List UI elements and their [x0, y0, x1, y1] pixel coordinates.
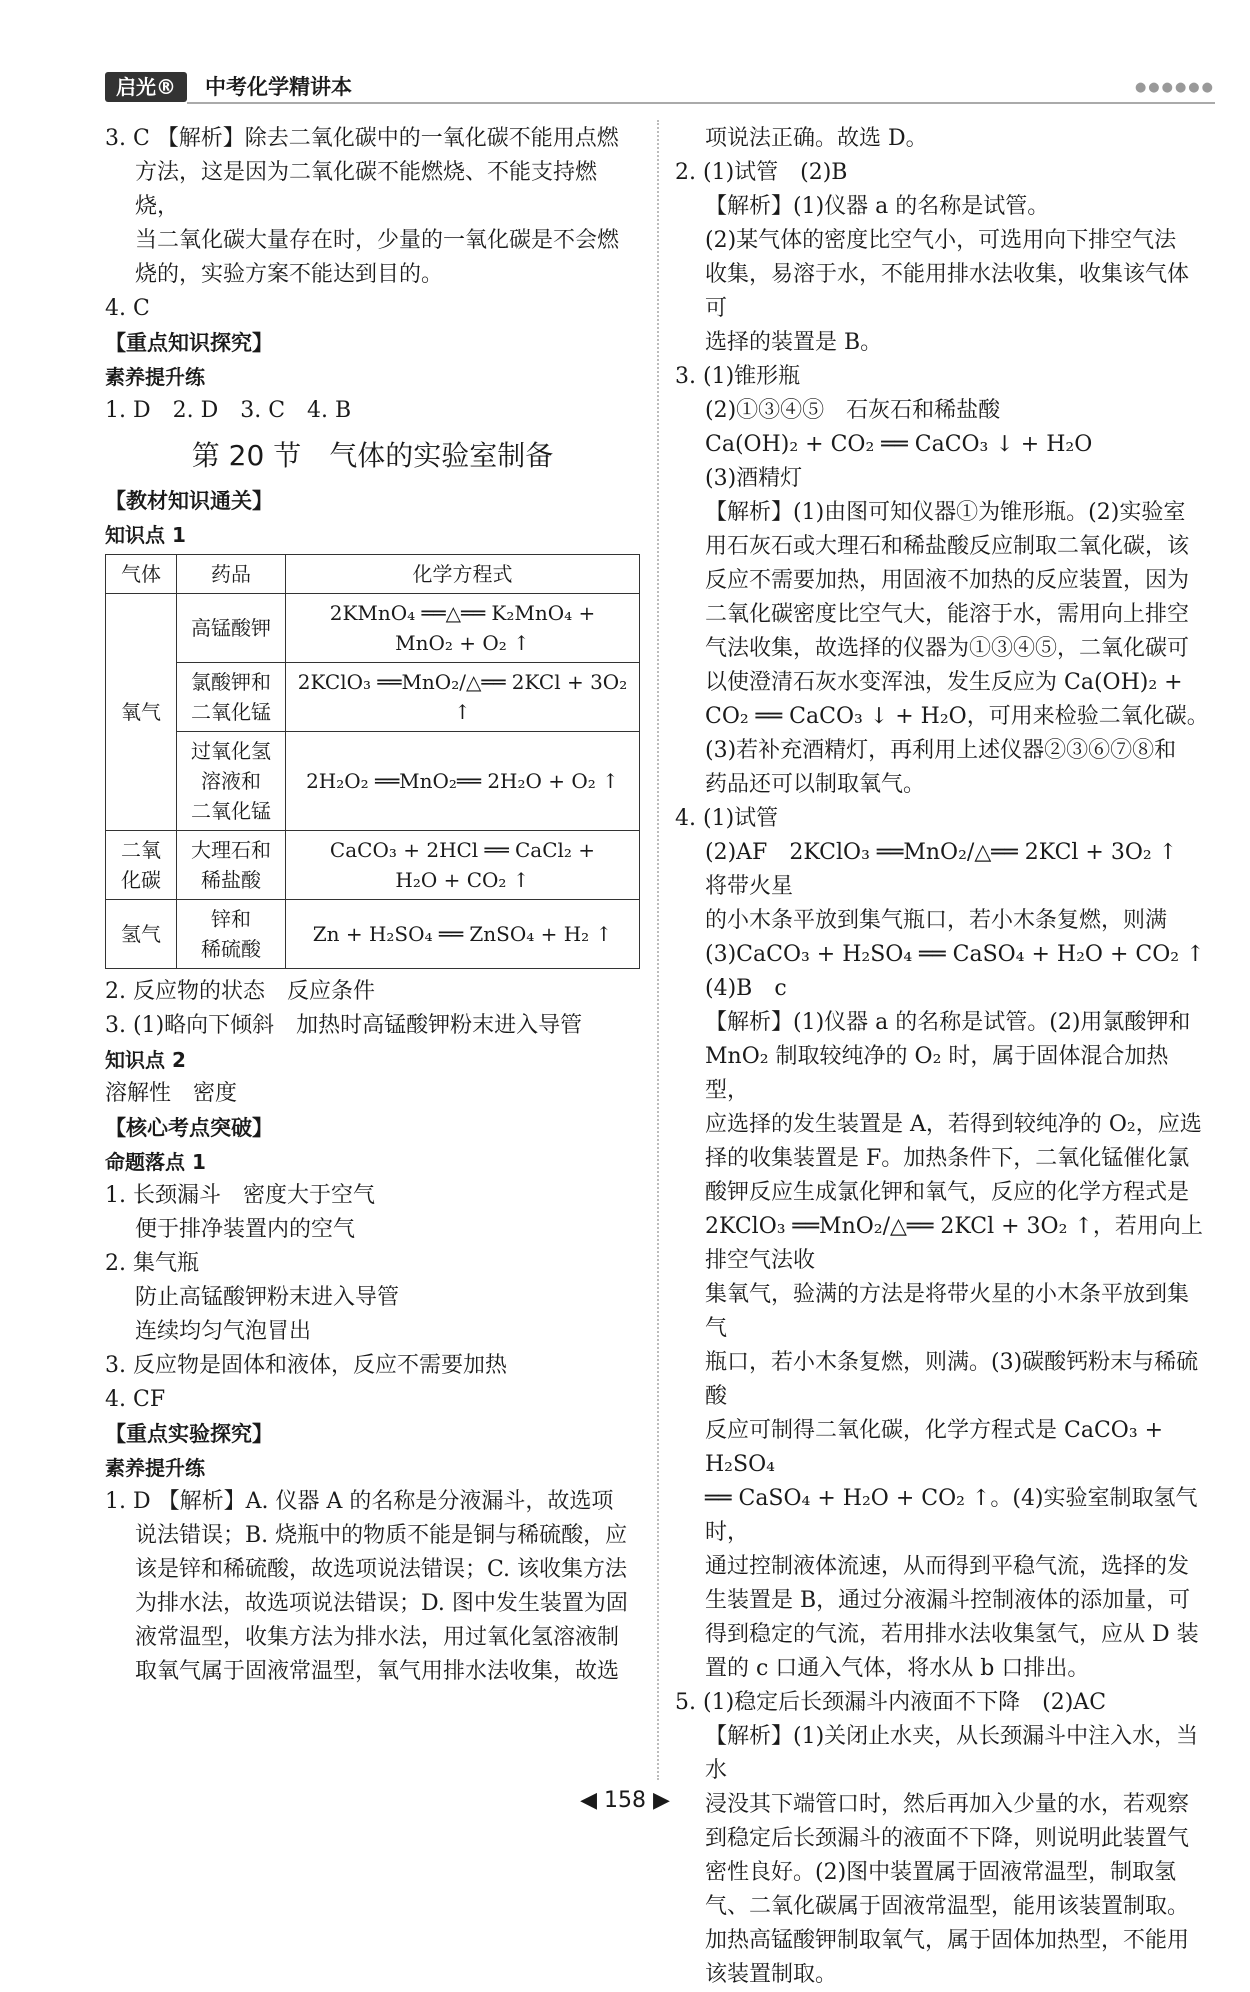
table-cell-drug — [177, 663, 286, 732]
answer-text: (3)酒精灯 — [705, 466, 803, 491]
answer-text: (4)B c — [705, 976, 787, 1001]
section-heading: 【核心考点突破】 — [105, 1116, 273, 1140]
answer-text: 瓶口，若小木条复燃，则满。(3)碳酸钙粉末与稀硫酸 — [705, 1350, 1199, 1409]
answer-text: 反应不需要加热，用固液不加热的反应装置，因为 — [705, 568, 1190, 593]
page-header — [105, 72, 1215, 104]
answer-text: 该是锌和稀硫酸，故选项说法错误；C. 该收集方法 — [135, 1557, 628, 1582]
section-heading: 【重点实验探究】 — [105, 1422, 273, 1446]
subsection-heading: 命题落点 1 — [105, 1150, 206, 1174]
answer-text: 【解析】(1)由图可知仪器①为锥形瓶。(2)实验室 — [705, 500, 1186, 525]
table-cell-gas — [106, 831, 177, 900]
subsection-heading: 知识点 1 — [105, 523, 186, 547]
equation-text: 2KMnO₄ ══△══ K₂MnO₄ + — [329, 601, 596, 625]
drug-text: 稀盐酸 — [201, 868, 261, 892]
table-cell-drug — [177, 732, 286, 831]
equation-text: MnO₂ + O₂ ↑ — [395, 631, 530, 655]
answer-text: 以使澄清石灰水变浑浊，发生反应为 Ca(OH)₂ + — [705, 670, 1183, 695]
answer-text: 择的收集装置是 F。加热条件下，二氧化锰催化氯 — [705, 1146, 1190, 1171]
answer-text: 【解析】(1)仪器 a 的名称是试管。(2)用氯酸钾和 — [705, 1010, 1191, 1035]
answer-text: 为排水法，故选项说法错误；D. 图中发生装置为固 — [135, 1591, 628, 1616]
header-dots: ●●●●●● — [1134, 80, 1215, 95]
drug-text: 二氧化锰 — [191, 799, 271, 823]
answer-text: 收集，易溶于水，不能用排水法收集，收集该气体可 — [705, 262, 1190, 321]
answer-text: 1. D 【解析】A. 仪器 A 的名称是分液漏斗，故选项 — [105, 1489, 614, 1514]
answer-text: (3)若补充酒精灯，再利用上述仪器②③⑥⑦⑧和 — [705, 738, 1177, 763]
answer-text: 3. (1)锥形瓶 — [675, 364, 801, 389]
table-header: 化学方程式 — [286, 555, 640, 594]
answer-text: 气、二氧化碳属于固液常温型，能用该装置制取。 — [705, 1894, 1190, 1919]
answer-text: 1. 长颈漏斗 密度大于空气 — [105, 1183, 375, 1208]
table-row — [106, 900, 640, 969]
table-cell-drug: 高锰酸钾 — [177, 594, 286, 663]
answer-text: 生装置是 B，通过分液漏斗控制液体的添加量，可 — [705, 1588, 1191, 1613]
answer-text: 密性良好。(2)图中装置属于固液常温型，制取氢 — [705, 1860, 1177, 1885]
drug-text: 氯酸钾和 — [191, 670, 271, 694]
answer-text: 3. 反应物是固体和液体，反应不需要加热 — [105, 1353, 507, 1378]
drug-text: 稀硫酸 — [201, 937, 261, 961]
answer-text: 气法收集，故选择的仪器为①③④⑤，二氧化碳可 — [705, 636, 1190, 661]
answer-text: 用石灰石或大理石和稀盐酸反应制取二氧化碳，该 — [705, 534, 1190, 559]
answer-text: CO₂ ══ CaCO₃ ↓ + H₂O，可用来检验二氧化碳。 — [705, 704, 1209, 729]
page-number: ◀ 158 ▶ — [580, 1788, 670, 1813]
subsection-heading: 知识点 2 — [105, 1048, 186, 1072]
answer-text: 液常温型，收集方法为排水法，用过氧化氢溶液制 — [135, 1625, 620, 1650]
table-cell-gas: 氢气 — [106, 900, 177, 969]
table-cell-equation — [286, 831, 640, 900]
answer-text: 4. (1)试管 — [675, 806, 779, 831]
answer-text: 连续均匀气泡冒出 — [135, 1319, 312, 1344]
table-cell-equation: Zn + H₂SO₄ ══ ZnSO₄ + H₂ ↑ — [286, 900, 640, 969]
answer-text: 集氧气，验满的方法是将带火星的小木条平放到集气 — [705, 1282, 1190, 1341]
answer-text: 酸钾反应生成氯化钾和氧气，反应的化学方程式是 — [705, 1180, 1190, 1205]
answer-text: 应选择的发生装置是 A，若得到较纯净的 O₂，应选 — [705, 1112, 1202, 1137]
column-divider — [657, 120, 659, 1780]
answer-text: 溶解性 密度 — [105, 1081, 238, 1106]
answer-text: 【解析】(1)仪器 a 的名称是试管。 — [705, 194, 1050, 219]
answer-text: 的小木条平放到集气瓶口，若小木条复燃，则满 — [705, 908, 1168, 933]
answer-text: 2KClO₃ ══MnO₂/△══ 2KCl + 3O₂ ↑，若用向上排空气法收 — [705, 1214, 1203, 1273]
answer-text: 2. (1)试管 (2)B — [675, 160, 848, 185]
table-row — [106, 594, 640, 663]
equation-text: H₂O + CO₂ ↑ — [395, 868, 530, 892]
chapter-title: 第 20 节 气体的实验室制备 — [191, 439, 554, 472]
gas-preparation-table — [105, 554, 640, 969]
answer-text: 3. (1)略向下倾斜 加热时高锰酸钾粉末进入导管 — [105, 1013, 583, 1038]
answer-text: 该装置制取。 — [705, 1962, 838, 1987]
answer-text: 反应可制得二氧化碳，化学方程式是 CaCO₃ + H₂SO₄ — [705, 1418, 1164, 1477]
drug-text: 溶液和 — [201, 769, 261, 793]
table-row — [106, 732, 640, 831]
answer-text: 药品还可以制取氧气。 — [705, 772, 926, 797]
right-column — [675, 122, 1210, 1992]
answer-text: ══ CaSO₄ + H₂O + CO₂ ↑。(4)实验室制取氢气时， — [705, 1486, 1198, 1545]
table-cell-equation: 2KClO₃ ══MnO₂/△══ 2KCl + 3O₂ ↑ — [286, 663, 640, 732]
gas-text: 化碳 — [121, 868, 161, 892]
answer-text: 到稳定后长颈漏斗的液面不下降，则说明此装置气 — [705, 1826, 1190, 1851]
table-cell-gas: 氧气 — [106, 594, 177, 831]
drug-text: 大理石和 — [191, 838, 271, 862]
answer-text: 加热高锰酸钾制取氧气，属于固体加热型，不能用 — [705, 1928, 1190, 1953]
drug-text: 二氧化锰 — [191, 700, 271, 724]
table-cell-drug — [177, 831, 286, 900]
answer-text: 5. (1)稳定后长颈漏斗内液面不下降 (2)AC — [675, 1690, 1107, 1715]
answer-text: (3)CaCO₃ + H₂SO₄ ══ CaSO₄ + H₂O + CO₂ ↑ — [705, 942, 1205, 967]
answer-text: 置的 c 口通入气体，将水从 b 口排出。 — [705, 1656, 1090, 1681]
table-header: 药品 — [177, 555, 286, 594]
answer-text: (2)AF 2KClO₃ ══MnO₂/△══ 2KCl + 3O₂ ↑ 将带火星 — [705, 840, 1200, 899]
answer-text: 取氧气属于固液常温型，氧气用排水法收集，故选 — [135, 1659, 620, 1684]
section-heading: 【教材知识通关】 — [105, 489, 273, 513]
answer-text: 得到稳定的气流，若用排水法收集氢气，应从 D 装 — [705, 1622, 1199, 1647]
table-header-row — [106, 555, 640, 594]
answer-text: (2)某气体的密度比空气小，可选用向下排空气法 — [705, 228, 1177, 253]
equation-text: CaCO₃ + 2HCl ══ CaCl₂ + — [329, 838, 596, 862]
table-row — [106, 663, 640, 732]
header-rule — [187, 102, 1215, 104]
answer-text: 3. C 【解析】除去二氧化碳中的一氧化碳不能用点燃 — [105, 126, 619, 151]
publisher-logo: 启光® — [105, 72, 187, 102]
equation-text: Ca(OH)₂ + CO₂ ══ CaCO₃ ↓ + H₂O — [705, 432, 1093, 457]
answer-text: MnO₂ 制取较纯净的 O₂ 时，属于固体混合加热型， — [705, 1044, 1169, 1103]
answer-text: 4. CF — [105, 1387, 166, 1412]
answer-text: 项说法正确。故选 D。 — [705, 126, 928, 151]
answer-text: 2. 反应物的状态 反应条件 — [105, 979, 375, 1004]
answer-text: 1. D 2. D 3. C 4. B — [105, 398, 352, 423]
drug-text: 过氧化氢 — [191, 739, 271, 763]
left-column — [105, 122, 640, 1689]
answer-text: 方法，这是因为二氧化碳不能燃烧、不能支持燃烧， — [135, 160, 598, 219]
table-header: 气体 — [106, 555, 177, 594]
table-row — [106, 831, 640, 900]
answer-text: 说法错误；B. 烧瓶中的物质不能是铜与稀硫酸，应 — [135, 1523, 628, 1548]
answer-text: 便于排净装置内的空气 — [135, 1217, 356, 1242]
table-cell-drug — [177, 900, 286, 969]
section-heading: 【重点知识探究】 — [105, 331, 273, 355]
book-title: 中考化学精讲本 — [205, 75, 352, 99]
answer-text: 4. C — [105, 296, 150, 321]
answer-text: 【解析】(1)关闭止水夹，从长颈漏斗中注入水，当水 — [705, 1724, 1199, 1783]
answer-text: 选择的装置是 B。 — [705, 330, 883, 355]
answer-text: 防止高锰酸钾粉末进入导管 — [135, 1285, 400, 1310]
drug-text: 锌和 — [211, 907, 251, 931]
table-cell-equation: 2H₂O₂ ══MnO₂══ 2H₂O + O₂ ↑ — [286, 732, 640, 831]
table-cell-equation — [286, 594, 640, 663]
answer-text: 浸没其下端管口时，然后再加入少量的水，若观察 — [705, 1792, 1190, 1817]
subsection-heading: 素养提升练 — [105, 1456, 205, 1480]
answer-text: 二氧化碳密度比空气大，能溶于水，需用向上排空 — [705, 602, 1190, 627]
subsection-heading: 素养提升练 — [105, 365, 205, 389]
answer-text: 烧的，实验方案不能达到目的。 — [135, 262, 444, 287]
answer-text: 当二氧化碳大量存在时，少量的一氧化碳是不会燃 — [135, 228, 620, 253]
answer-text: 2. 集气瓶 — [105, 1251, 199, 1276]
gas-text: 二氧 — [121, 838, 161, 862]
answer-text: 通过控制液体流速，从而得到平稳气流，选择的发 — [705, 1554, 1190, 1579]
answer-text: (2)①③④⑤ 石灰石和稀盐酸 — [705, 398, 1001, 423]
